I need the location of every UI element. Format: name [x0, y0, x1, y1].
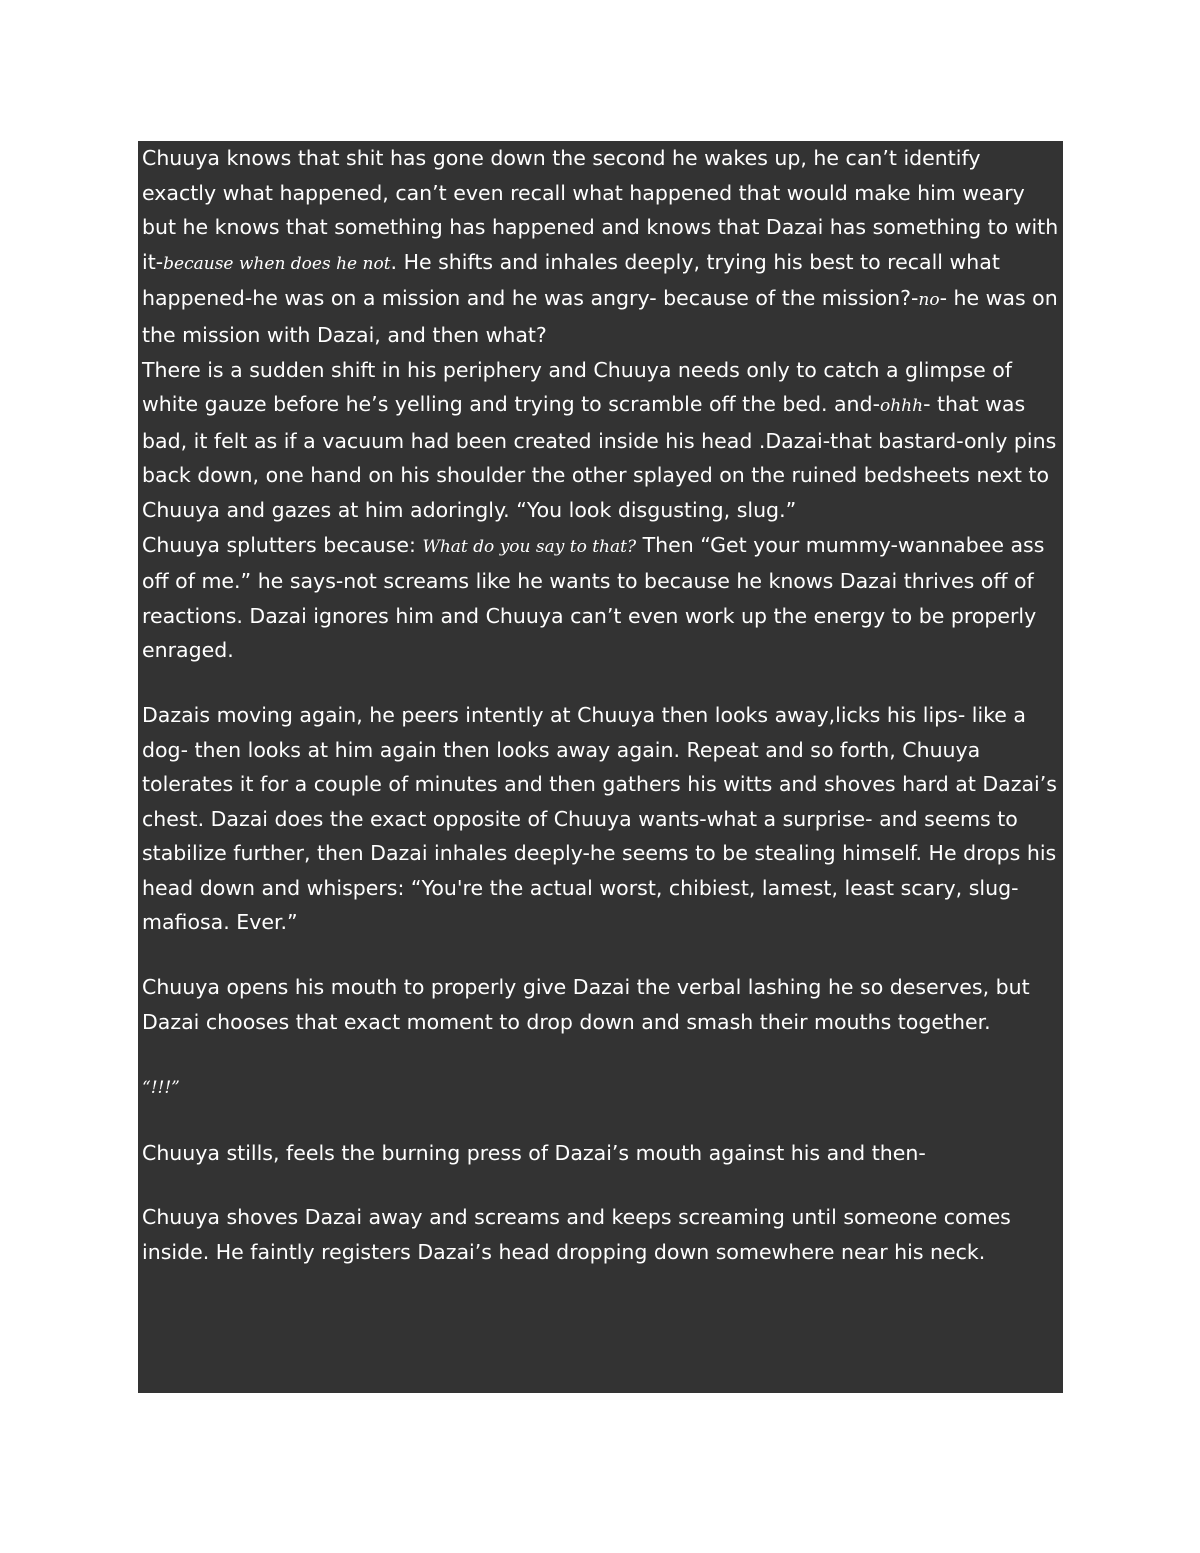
paragraph-gap: [142, 668, 1061, 698]
paragraph-6: [142, 1069, 1061, 1106]
italic-text: because when does he not: [163, 253, 391, 274]
paragraph-text: Chuuya splutters because:: [142, 532, 423, 557]
paragraph-gap: [142, 1106, 1061, 1136]
paragraph-text: - he was on the mission with Dazai, and then what?: [142, 286, 1058, 347]
paragraph-text: Chuuya stills, feels the burning press of Dazai’s mouth against his and then-: [142, 1140, 926, 1165]
paragraph-3: [142, 528, 1061, 668]
paragraph-text: Then “Get your mummy-wannabee ass off of me.” he says-not screams like he wants to because he knows Dazai thrives off of reactions. Dazai ignores him and Chuuya can’t even work up the energy to be properly enraged.: [142, 532, 1045, 663]
paragraph-text: There is a sudden shift in his periphery and Chuuya needs only to catch a glimpse of white gauze before he’s yelling and trying to scramble off the bed. and-: [142, 357, 1013, 417]
paragraph-gap: [142, 1039, 1061, 1069]
paragraph-7: [142, 1136, 1061, 1171]
paragraph-4: [142, 698, 1061, 940]
paragraph-gap: [142, 1170, 1061, 1200]
paragraph-text: - that was bad, it felt as if a vacuum had been created inside his head .Dazai-that bastard-only pins back down, one hand on his shoulder the other splayed on the ruined bedsheets next to Chuuya and gazes at him adoringly. “You look disgusting, slug.”: [142, 392, 1057, 522]
paragraph-2: [142, 353, 1061, 528]
paragraph-8: [142, 1200, 1061, 1269]
italic-text: ohhh: [879, 396, 924, 417]
paragraph-gap: [142, 940, 1061, 970]
text-block: [138, 141, 1063, 1393]
paragraph-1: [142, 141, 1061, 353]
italic-text: What do you say to that?: [422, 536, 637, 557]
paragraph-5: [142, 970, 1061, 1039]
paragraph-text: Chuuya shoves Dazai away and screams and keeps screaming until someone comes inside. He faintly registers Dazai’s head dropping down somewhere near his neck.: [142, 1205, 1011, 1265]
paragraph-text: Chuuya opens his mouth to properly give Dazai the verbal lashing he so deserves, but Dazai chooses that exact moment to drop down and smash their mouths together.: [142, 975, 1030, 1034]
paragraph-text: . He shifts and inhales deeply, trying his best to recall what happened-he was on a mission and he was angry- because of the mission?-: [142, 249, 1000, 311]
paragraph-text: Dazais moving again, he peers intently at Chuuya then looks away,licks his lips- like a dog- then looks at him again then looks away again. Repeat and so forth, Chuuya tolerates it for a couple of minutes and then gathers his witts and shoves hard at Dazai’s chest. Dazai does the exact opposite of Chuuya wants-what a surprise- and seems to stabilize further, then Dazai inhales deeply-he seems to be stealing himself. He drops his head down and whispers: “You're the actual worst, chibiest, lamest, least scary, slug-mafiosa. Ever.”: [142, 702, 1057, 935]
paragraph-text: Chuuya knows that shit has gone down the second he wakes up, he can’t identify exactly what happened, can’t even recall what happened that would make him weary but he knows that something has happened and knows that Dazai has something to with it-: [142, 146, 1059, 274]
italic-text: no: [918, 290, 940, 311]
italic-text: “!!!”: [142, 1078, 180, 1099]
